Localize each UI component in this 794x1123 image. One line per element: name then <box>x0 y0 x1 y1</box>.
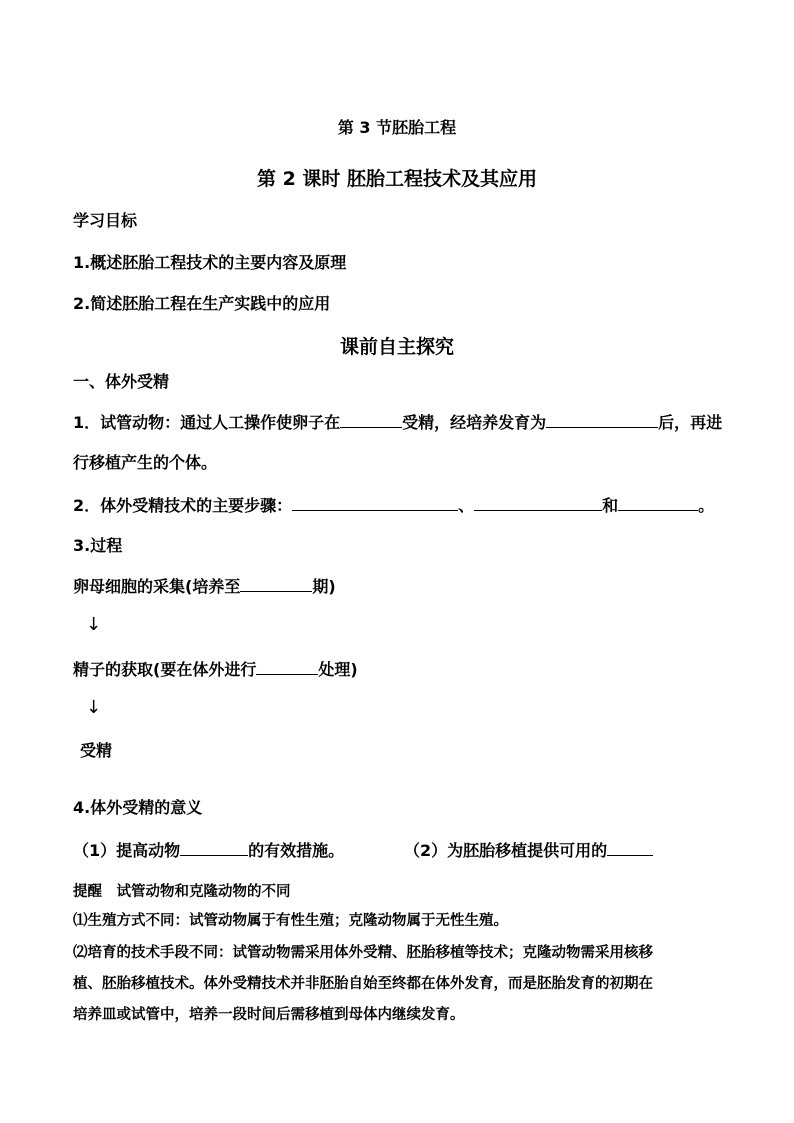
part1-heading: 一、体外受精 <box>73 372 170 391</box>
process-step-fertilization: 受精 <box>80 741 113 760</box>
question-2 <box>73 494 714 517</box>
question-1-text-b: 受精，经培养发育为 <box>402 413 547 432</box>
tip-line-2: ⑵培育的技术手段不同：试管动物需采用体外受精、胚胎移植等技术；克隆动物需采用核移 <box>73 944 653 961</box>
tip-line-1: ⑴生殖方式不同：试管动物属于有性生殖；克隆动物属于无性生殖。 <box>73 912 508 929</box>
question-1-line-1 <box>73 411 722 434</box>
significance-item-1-end: 的有效措施。 <box>248 841 345 860</box>
question-2-end: 。 <box>698 496 715 515</box>
question-1-text-a: 1．试管动物：通过人工操作使卵子在 <box>73 413 341 432</box>
question-2-sep-1: 、 <box>458 496 475 515</box>
significance-item-1-text: （1）提高动物 <box>73 841 181 860</box>
blank-development-stage[interactable] <box>546 411 658 428</box>
significance-item-2 <box>404 839 653 862</box>
lesson-title: 第 2 课时 胚胎工程技术及其应用 <box>256 168 538 190</box>
blank-oocyte-stage[interactable] <box>240 575 312 592</box>
process-step-sperm-text: 精子的获取(要在体外进行 <box>73 660 257 679</box>
tip-line-3: 植、胚胎移植技术。体外受精技术并非胚胎自始至终都在体外发育，而是胚胎发育的初期在 <box>73 975 653 992</box>
significance-item-2-text: （2）为胚胎移植提供可用的 <box>404 841 608 860</box>
question-2-sep-2: 和 <box>602 496 619 515</box>
preview-heading: 课前自主探究 <box>339 336 454 358</box>
process-step-oocyte-end: 期) <box>312 577 336 596</box>
section-title: 第 3 节胚胎工程 <box>337 118 457 137</box>
blank-animal-aspect[interactable] <box>180 839 248 856</box>
objective-item-1: 1.概述胚胎工程技术的主要内容及原理 <box>73 253 347 272</box>
arrow-down-icon: ↓ <box>86 697 102 718</box>
blank-step-1[interactable] <box>292 494 458 511</box>
blank-fertilization-site[interactable] <box>340 411 402 428</box>
blank-step-3[interactable] <box>618 494 698 511</box>
process-step-sperm-end: 处理) <box>318 660 358 679</box>
significance-item-1 <box>73 839 344 862</box>
significance-heading: 4.体外受精的意义 <box>73 798 203 817</box>
tip-line-4: 培养皿或试管中，培养一段时间后需移植到母体内继续发育。 <box>73 1006 465 1023</box>
tip-title: 提醒 试管动物和克隆动物的不同 <box>73 883 291 900</box>
objective-item-2: 2.简述胚胎工程在生产实践中的应用 <box>73 294 331 313</box>
blank-sperm-treatment[interactable] <box>256 658 318 675</box>
process-step-sperm <box>73 658 358 681</box>
objectives-heading: 学习目标 <box>73 211 138 230</box>
process-step-oocyte-text: 卵母细胞的采集(培养至 <box>73 577 241 596</box>
arrow-down-icon: ↓ <box>86 614 102 635</box>
question-1-line-2: 行移植产生的个体。 <box>73 453 218 472</box>
process-step-oocyte <box>73 575 336 598</box>
question-2-text: 2．体外受精技术的主要步骤： <box>73 496 293 515</box>
blank-embryo-source[interactable] <box>607 839 653 856</box>
blank-step-2[interactable] <box>474 494 602 511</box>
question-1-text-c: 后，再进 <box>658 413 723 432</box>
process-heading: 3.过程 <box>73 536 123 555</box>
